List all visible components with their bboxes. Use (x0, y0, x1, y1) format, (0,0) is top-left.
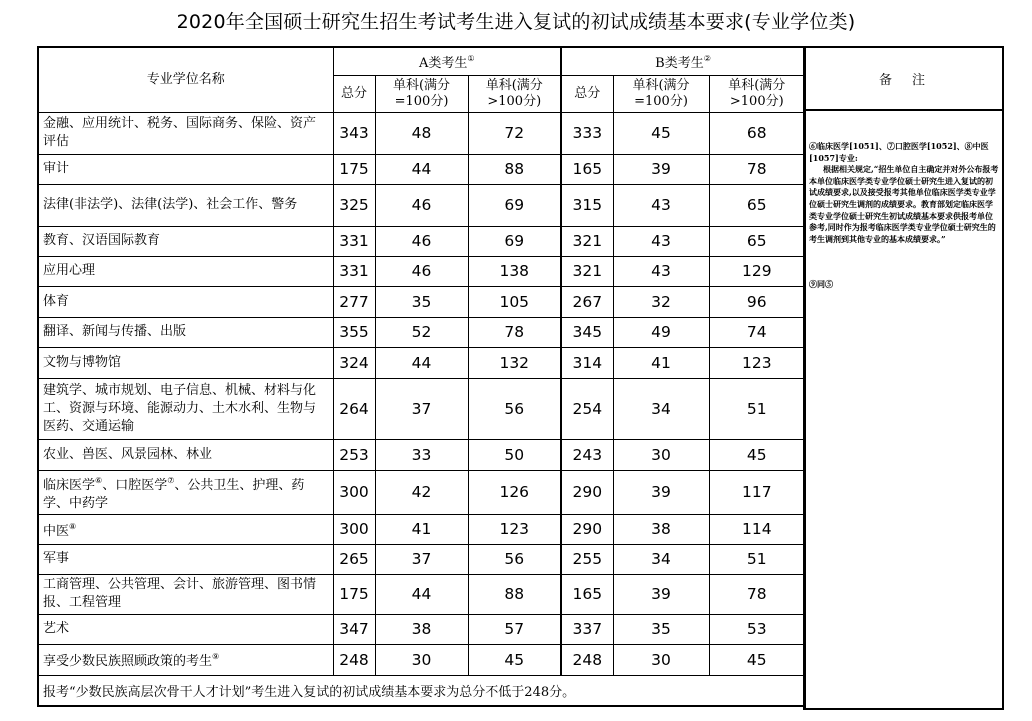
b-total: 290 (561, 470, 613, 514)
notes-column (803, 46, 1004, 710)
b-single100: 43 (613, 184, 709, 226)
degree-name: 中医⑧ (38, 514, 333, 544)
table-row (38, 154, 805, 184)
degree-name: 文物与博物馆 (38, 347, 333, 378)
b-single-gt100: 74 (709, 317, 805, 347)
b-single-gt100: 129 (709, 256, 805, 286)
table-row (38, 112, 805, 154)
a-total: 324 (333, 347, 375, 378)
note-medical-title: ⑥临床医学[1051]、⑦口腔医学[1052]、⑧中医[1057]专业: (809, 141, 989, 163)
a-single-gt100: 88 (468, 154, 561, 184)
a-single-gt100: 72 (468, 112, 561, 154)
a-single-gt100: 88 (468, 574, 561, 614)
a-single100: 37 (375, 544, 468, 574)
b-single-gt100: 96 (709, 286, 805, 317)
b-total: 267 (561, 286, 613, 317)
a-single100: 52 (375, 317, 468, 347)
table-row (38, 514, 805, 544)
b-single-gt100: 53 (709, 614, 805, 644)
b-single100: 43 (613, 226, 709, 256)
degree-name: 金融、应用统计、税务、国际商务、保险、资产评估 (38, 112, 333, 154)
table-footer-row (38, 675, 805, 706)
header-a-single100: 单科(满分 =100分) (375, 75, 468, 112)
b-single100: 39 (613, 154, 709, 184)
a-total: 175 (333, 574, 375, 614)
a-total: 300 (333, 470, 375, 514)
b-single-gt100: 65 (709, 184, 805, 226)
a-total: 253 (333, 439, 375, 470)
a-total: 331 (333, 256, 375, 286)
b-single100: 35 (613, 614, 709, 644)
a-single100: 42 (375, 470, 468, 514)
b-single-gt100: 68 (709, 112, 805, 154)
table-row (38, 347, 805, 378)
b-total: 321 (561, 256, 613, 286)
table-row (38, 184, 805, 226)
a-single-gt100: 138 (468, 256, 561, 286)
b-single-gt100: 45 (709, 644, 805, 675)
a-single-gt100: 69 (468, 226, 561, 256)
b-total: 333 (561, 112, 613, 154)
b-single100: 43 (613, 256, 709, 286)
a-single100: 44 (375, 574, 468, 614)
a-single-gt100: 132 (468, 347, 561, 378)
b-single-gt100: 45 (709, 439, 805, 470)
b-single100: 39 (613, 470, 709, 514)
degree-name: 艺术 (38, 614, 333, 644)
b-single-gt100: 114 (709, 514, 805, 544)
header-b-total: 总分 (561, 75, 613, 112)
header-group-b: B类考生② (561, 47, 805, 75)
a-single-gt100: 50 (468, 439, 561, 470)
table-row (38, 544, 805, 574)
header-group-a: A类考生① (333, 47, 561, 75)
a-single-gt100: 56 (468, 378, 561, 439)
b-single100: 41 (613, 347, 709, 378)
header-a-total: 总分 (333, 75, 375, 112)
b-single-gt100: 123 (709, 347, 805, 378)
table-row (38, 226, 805, 256)
degree-name: 体育 (38, 286, 333, 317)
a-total: 248 (333, 644, 375, 675)
a-single-gt100: 69 (468, 184, 561, 226)
a-single100: 46 (375, 256, 468, 286)
b-total: 165 (561, 154, 613, 184)
b-single100: 32 (613, 286, 709, 317)
note-ethnic: ⑨同⑤ (809, 279, 833, 290)
a-total: 264 (333, 378, 375, 439)
table-row (38, 470, 805, 514)
header-b-single100: 单科(满分 =100分) (613, 75, 709, 112)
a-single-gt100: 56 (468, 544, 561, 574)
table-row (38, 574, 805, 614)
b-single100: 34 (613, 544, 709, 574)
degree-name: 应用心理 (38, 256, 333, 286)
page-title: 2020年全国硕士研究生招生考试考生进入复试的初试成绩基本要求(专业学位类) (176, 11, 856, 33)
degree-name: 享受少数民族照顾政策的考生⑨ (38, 644, 333, 675)
note-medical-text: 根据相关规定,“招生单位自主确定并对外公布报考本单位临床医学类专业学位硕士研究生进入复试的初试成绩要求,以及接受报考其他单位临床医学类专业学位硕士研究生调剂的成绩要求。教育部划定临床医学类专业学位硕士研究生初试成绩基本要求供报考单位参考,同时作为报考临床医学类专业学位硕士研究生的考生调剂到其他专业的基本成绩要求。” (809, 164, 999, 244)
a-single100: 37 (375, 378, 468, 439)
b-single-gt100: 51 (709, 378, 805, 439)
b-single100: 39 (613, 574, 709, 614)
a-total: 277 (333, 286, 375, 317)
table-row (38, 378, 805, 439)
a-total: 347 (333, 614, 375, 644)
notes-header: 备注 (806, 48, 1002, 111)
degree-name: 教育、汉语国际教育 (38, 226, 333, 256)
b-total: 243 (561, 439, 613, 470)
a-single-gt100: 78 (468, 317, 561, 347)
a-single100: 44 (375, 154, 468, 184)
b-single100: 34 (613, 378, 709, 439)
a-single-gt100: 123 (468, 514, 561, 544)
a-single100: 38 (375, 614, 468, 644)
a-total: 331 (333, 226, 375, 256)
b-total: 345 (561, 317, 613, 347)
b-single100: 30 (613, 644, 709, 675)
b-single-gt100: 78 (709, 574, 805, 614)
a-single-gt100: 45 (468, 644, 561, 675)
notes-body (806, 111, 1002, 291)
b-single-gt100: 65 (709, 226, 805, 256)
a-single100: 48 (375, 112, 468, 154)
table-row (38, 256, 805, 286)
a-single100: 46 (375, 226, 468, 256)
header-b-single-gt100: 单科(满分 >100分) (709, 75, 805, 112)
b-single100: 49 (613, 317, 709, 347)
degree-name: 临床医学⑥、口腔医学⑦、公共卫生、护理、药学、中药学 (38, 470, 333, 514)
degree-name: 军事 (38, 544, 333, 574)
degree-name: 工商管理、公共管理、会计、旅游管理、图书情报、工程管理 (38, 574, 333, 614)
a-total: 343 (333, 112, 375, 154)
a-single-gt100: 126 (468, 470, 561, 514)
score-table (37, 46, 806, 707)
a-single-gt100: 105 (468, 286, 561, 317)
footer-note: 报考“少数民族高层次骨干人才计划”考生进入复试的初试成绩基本要求为总分不低于248分。 (38, 675, 805, 706)
b-single100: 45 (613, 112, 709, 154)
degree-name: 法律(非法学)、法律(法学)、社会工作、警务 (38, 184, 333, 226)
b-single100: 30 (613, 439, 709, 470)
b-total: 165 (561, 574, 613, 614)
b-single-gt100: 78 (709, 154, 805, 184)
table-row (38, 317, 805, 347)
a-total: 300 (333, 514, 375, 544)
degree-name: 翻译、新闻与传播、出版 (38, 317, 333, 347)
a-total: 325 (333, 184, 375, 226)
a-single100: 33 (375, 439, 468, 470)
a-single100: 41 (375, 514, 468, 544)
b-single-gt100: 117 (709, 470, 805, 514)
b-single-gt100: 51 (709, 544, 805, 574)
a-total: 265 (333, 544, 375, 574)
header-a-single-gt100: 单科(满分 >100分) (468, 75, 561, 112)
b-total: 248 (561, 644, 613, 675)
b-total: 290 (561, 514, 613, 544)
header-degree-name: 专业学位名称 (38, 47, 333, 112)
table-row (38, 644, 805, 675)
table-row (38, 286, 805, 317)
table-row (38, 439, 805, 470)
b-total: 314 (561, 347, 613, 378)
a-single100: 46 (375, 184, 468, 226)
table-row (38, 614, 805, 644)
degree-name: 农业、兽医、风景园林、林业 (38, 439, 333, 470)
a-total: 355 (333, 317, 375, 347)
a-single-gt100: 57 (468, 614, 561, 644)
b-total: 254 (561, 378, 613, 439)
b-total: 321 (561, 226, 613, 256)
b-total: 315 (561, 184, 613, 226)
a-single100: 30 (375, 644, 468, 675)
degree-name: 审计 (38, 154, 333, 184)
a-total: 175 (333, 154, 375, 184)
b-total: 255 (561, 544, 613, 574)
a-single100: 44 (375, 347, 468, 378)
b-single100: 38 (613, 514, 709, 544)
degree-name: 建筑学、城市规划、电子信息、机械、材料与化工、资源与环境、能源动力、土木水利、生物与医药、交通运输 (38, 378, 333, 439)
a-single100: 35 (375, 286, 468, 317)
b-total: 337 (561, 614, 613, 644)
